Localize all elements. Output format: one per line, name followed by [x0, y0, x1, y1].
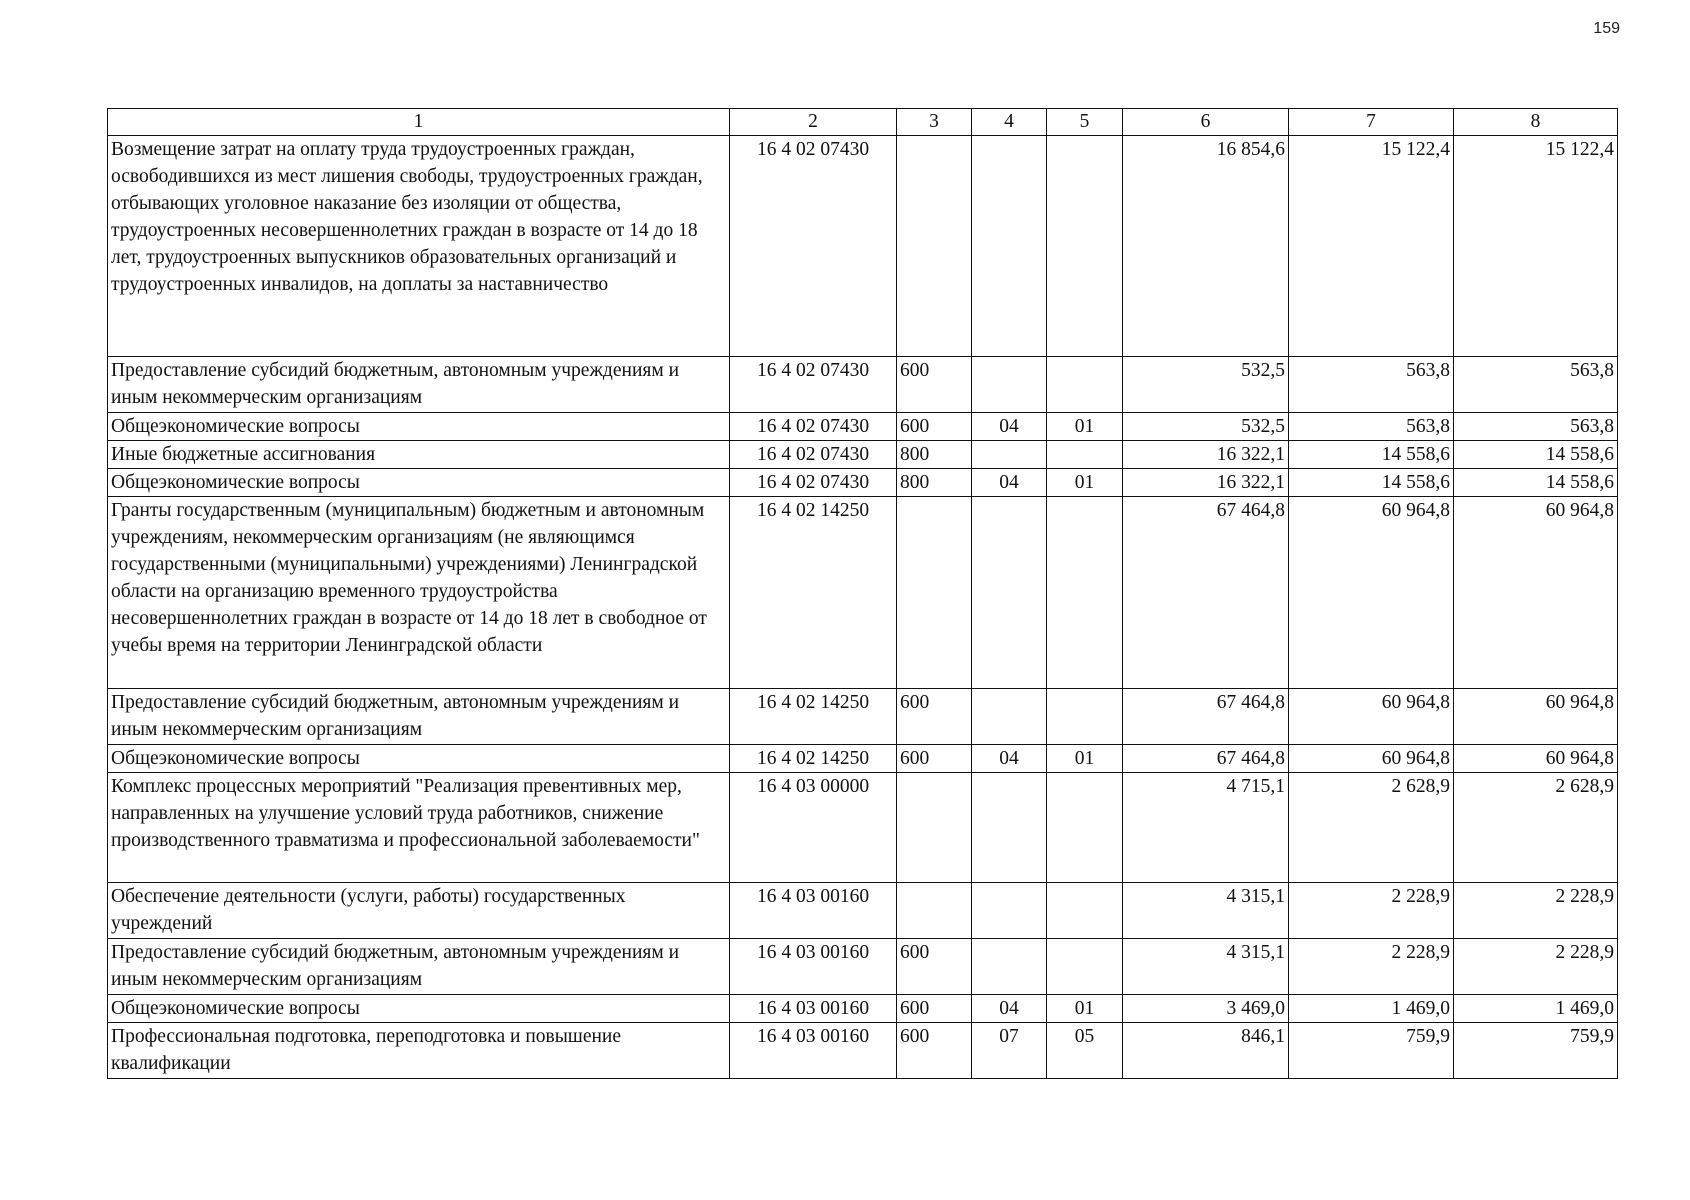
target-code: 16 4 02 07430 [730, 441, 897, 469]
amount-1: 532,5 [1123, 357, 1289, 413]
subsection [1047, 357, 1123, 413]
target-code: 16 4 03 00160 [730, 883, 897, 939]
table-row [108, 995, 1618, 1023]
subsection [1047, 773, 1123, 883]
amount-2: 2 628,9 [1289, 773, 1454, 883]
section: 04 [972, 413, 1047, 441]
expense-type [897, 136, 972, 357]
expense-type: 800 [897, 469, 972, 497]
expense-type [897, 773, 972, 883]
table-row [108, 745, 1618, 773]
row-name: Обеспечение деятельности (услуги, работы) государственных учреждений [108, 883, 730, 939]
amount-1: 16 322,1 [1123, 441, 1289, 469]
subsection [1047, 939, 1123, 995]
expense-type: 600 [897, 689, 972, 745]
expense-type: 600 [897, 357, 972, 413]
amount-2: 60 964,8 [1289, 745, 1454, 773]
section [972, 441, 1047, 469]
amount-1: 67 464,8 [1123, 497, 1289, 689]
amount-1: 4 315,1 [1123, 883, 1289, 939]
table-row [108, 939, 1618, 995]
col-header: 8 [1454, 109, 1618, 136]
subsection: 05 [1047, 1023, 1123, 1079]
table-row [108, 883, 1618, 939]
subsection [1047, 689, 1123, 745]
amount-1: 16 322,1 [1123, 469, 1289, 497]
amount-3: 14 558,6 [1454, 469, 1618, 497]
section [972, 357, 1047, 413]
expense-type: 600 [897, 995, 972, 1023]
amount-3: 60 964,8 [1454, 689, 1618, 745]
target-code: 16 4 02 07430 [730, 469, 897, 497]
amount-2: 2 228,9 [1289, 939, 1454, 995]
amount-2: 60 964,8 [1289, 689, 1454, 745]
amount-3: 14 558,6 [1454, 441, 1618, 469]
table-row [108, 1023, 1618, 1079]
table-row [108, 357, 1618, 413]
expense-type: 600 [897, 745, 972, 773]
amount-2: 1 469,0 [1289, 995, 1454, 1023]
row-name: Общеэкономические вопросы [108, 995, 730, 1023]
expense-type: 800 [897, 441, 972, 469]
target-code: 16 4 03 00160 [730, 939, 897, 995]
row-name: Комплекс процессных мероприятий "Реализация превентивных мер, направленных на улучшение условий труда работников, снижение производственного травматизма и профессиональной заболеваемости" [108, 773, 730, 883]
amount-3: 15 122,4 [1454, 136, 1618, 357]
expense-type [897, 883, 972, 939]
target-code: 16 4 02 07430 [730, 136, 897, 357]
section: 04 [972, 995, 1047, 1023]
col-header: 5 [1047, 109, 1123, 136]
subsection [1047, 136, 1123, 357]
amount-2: 2 228,9 [1289, 883, 1454, 939]
expense-type [897, 497, 972, 689]
amount-3: 2 228,9 [1454, 939, 1618, 995]
target-code: 16 4 02 07430 [730, 357, 897, 413]
table-row [108, 136, 1618, 357]
subsection: 01 [1047, 469, 1123, 497]
amount-2: 563,8 [1289, 413, 1454, 441]
amount-2: 14 558,6 [1289, 469, 1454, 497]
subsection [1047, 497, 1123, 689]
table-row [108, 469, 1618, 497]
header-row [108, 109, 1618, 136]
section: 04 [972, 745, 1047, 773]
row-name: Общеэкономические вопросы [108, 469, 730, 497]
col-header: 3 [897, 109, 972, 136]
section [972, 939, 1047, 995]
amount-2: 759,9 [1289, 1023, 1454, 1079]
subsection [1047, 441, 1123, 469]
row-name: Предоставление субсидий бюджетным, автономным учреждениям и иным некоммерческим организациям [108, 689, 730, 745]
col-header: 2 [730, 109, 897, 136]
amount-1: 846,1 [1123, 1023, 1289, 1079]
row-name: Гранты государственным (муниципальным) бюджетным и автономным учреждениям, некоммерческим организациям (не являющимся государственными (муниципальными) учреждениями) Ленинградской области на организацию временного трудоустройства несовершеннолетних граждан в возрасте от 14 до 18 лет в свободное от учебы время на территории Ленинградской области [108, 497, 730, 689]
table-row [108, 441, 1618, 469]
section: 04 [972, 469, 1047, 497]
amount-3: 759,9 [1454, 1023, 1618, 1079]
table-row [108, 497, 1618, 689]
amount-3: 1 469,0 [1454, 995, 1618, 1023]
target-code: 16 4 03 00000 [730, 773, 897, 883]
subsection: 01 [1047, 995, 1123, 1023]
expense-type: 600 [897, 413, 972, 441]
target-code: 16 4 02 07430 [730, 413, 897, 441]
section [972, 497, 1047, 689]
section [972, 689, 1047, 745]
amount-3: 563,8 [1454, 413, 1618, 441]
table-row [108, 773, 1618, 883]
amount-1: 67 464,8 [1123, 745, 1289, 773]
page-number: 159 [1593, 20, 1620, 37]
col-header: 1 [108, 109, 730, 136]
amount-2: 14 558,6 [1289, 441, 1454, 469]
amount-1: 16 854,6 [1123, 136, 1289, 357]
subsection: 01 [1047, 413, 1123, 441]
target-code: 16 4 02 14250 [730, 745, 897, 773]
section: 07 [972, 1023, 1047, 1079]
row-name: Предоставление субсидий бюджетным, автономным учреждениям и иным некоммерческим организациям [108, 357, 730, 413]
amount-1: 4 315,1 [1123, 939, 1289, 995]
target-code: 16 4 02 14250 [730, 497, 897, 689]
table-row [108, 413, 1618, 441]
expense-type: 600 [897, 939, 972, 995]
amount-3: 2 228,9 [1454, 883, 1618, 939]
amount-2: 60 964,8 [1289, 497, 1454, 689]
amount-1: 67 464,8 [1123, 689, 1289, 745]
budget-table [107, 108, 1618, 1079]
col-header: 7 [1289, 109, 1454, 136]
row-name: Возмещение затрат на оплату труда трудоустроенных граждан, освободившихся из мест лишения свободы, трудоустроенных граждан, отбывающих уголовное наказание без изоляции от общества, трудоустроенных несовершеннолетних граждан в возрасте от 14 до 18 лет, трудоустроенных выпускников образовательных организаций и трудоустроенных инвалидов, на доплаты за наставничество [108, 136, 730, 357]
row-name: Иные бюджетные ассигнования [108, 441, 730, 469]
amount-3: 60 964,8 [1454, 745, 1618, 773]
amount-2: 15 122,4 [1289, 136, 1454, 357]
row-name: Профессиональная подготовка, переподготовка и повышение квалификации [108, 1023, 730, 1079]
amount-3: 2 628,9 [1454, 773, 1618, 883]
row-name: Предоставление субсидий бюджетным, автономным учреждениям и иным некоммерческим организациям [108, 939, 730, 995]
expense-type: 600 [897, 1023, 972, 1079]
subsection: 01 [1047, 745, 1123, 773]
section [972, 773, 1047, 883]
target-code: 16 4 03 00160 [730, 995, 897, 1023]
section [972, 136, 1047, 357]
section [972, 883, 1047, 939]
col-header: 6 [1123, 109, 1289, 136]
row-name: Общеэкономические вопросы [108, 745, 730, 773]
target-code: 16 4 02 14250 [730, 689, 897, 745]
row-name: Общеэкономические вопросы [108, 413, 730, 441]
target-code: 16 4 03 00160 [730, 1023, 897, 1079]
table-row [108, 689, 1618, 745]
amount-1: 532,5 [1123, 413, 1289, 441]
col-header: 4 [972, 109, 1047, 136]
amount-3: 563,8 [1454, 357, 1618, 413]
amount-3: 60 964,8 [1454, 497, 1618, 689]
amount-2: 563,8 [1289, 357, 1454, 413]
subsection [1047, 883, 1123, 939]
amount-1: 3 469,0 [1123, 995, 1289, 1023]
amount-1: 4 715,1 [1123, 773, 1289, 883]
